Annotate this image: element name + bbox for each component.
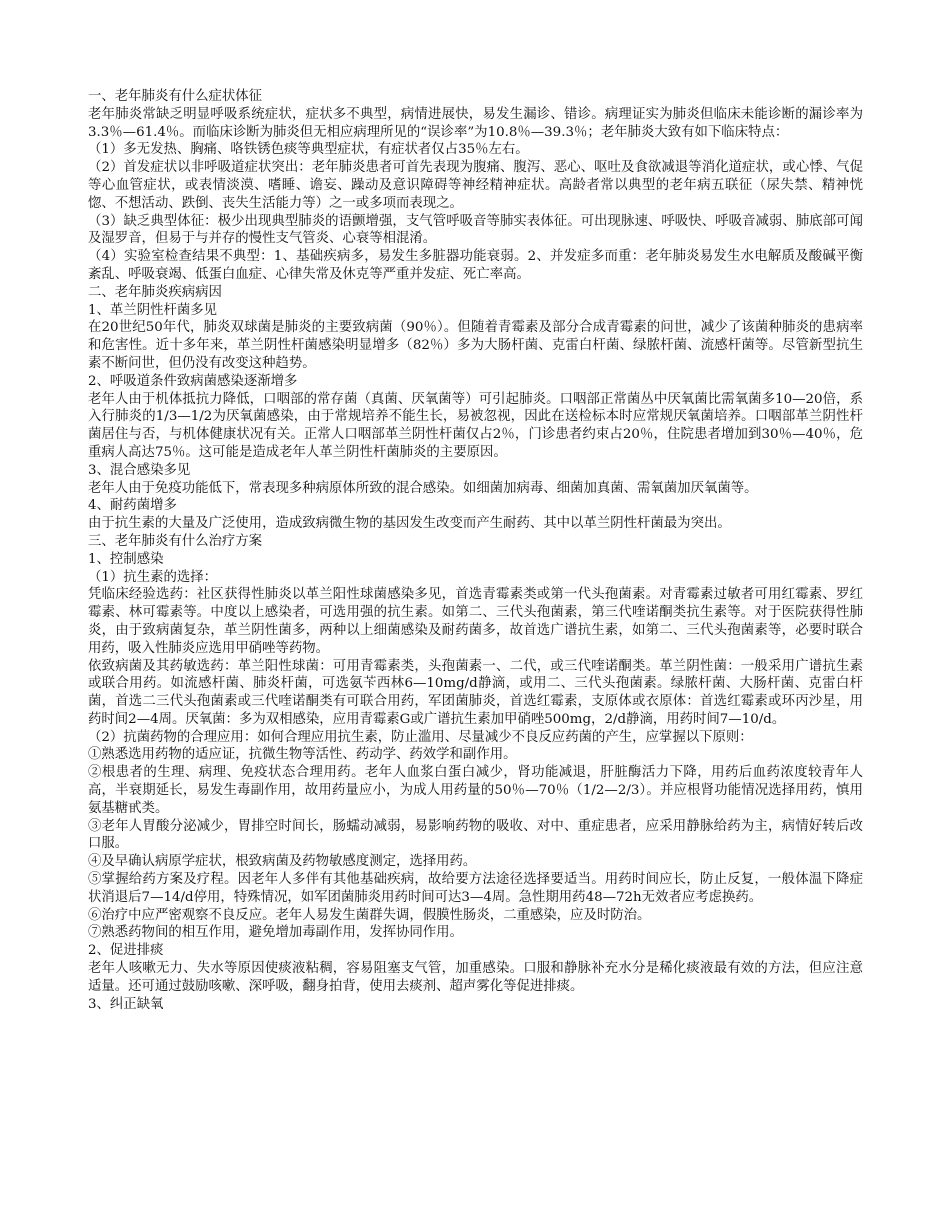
principle-4: ④及早确认病原学症状，根致病菌及药物敏感度测定，选择用药。 [88, 854, 477, 870]
paragraph-opportunistic: 老年人由于机体抵抗力降低，口咽部的常存菌（真菌、厌氧菌等）可引起肺炎。口咽部正常菌丛中厌氧菌比需氧菌多10—20倍，系入行肺炎的1/3—1/2为厌氧菌感染，由于常规培养不能生长，易被忽视，因此在送检标本时应常规厌氧菌培养。口咽部革兰阴性杆菌居住与否，与机体健康状况有关。正常人口咽部革兰阴性杆菌仅占2％，门诊患者约束占20％，住院患者增加到30％—40％，危重病人高达75％。这可能是造成老年人革兰阴性杆菌肺炎的主要原因。 [88, 391, 863, 460]
section-heading-1: 一、老年肺炎有什么症状体征 [88, 89, 263, 104]
principle-1: ①熟悉选用药物的适应证，抗微生物等活性、药动学、药效学和副作用。 [88, 747, 517, 763]
subheading-gram-negative: 1、革兰阴性杆菌多见 [88, 302, 218, 318]
paragraph-resistance: 由于抗生素的大量及广泛使用，造成致病微生物的基因发生改变而产生耐药、其中以革兰阴性杆菌最为突出。 [88, 516, 731, 532]
paragraph-item-3: （3）缺乏典型体征：极少出现典型肺炎的语颤增强，支气管呼吸音等肺实表体征。可出现脉速、呼吸快、呼吸音减弱、肺底部可闻及湿罗音，但易于与并存的慢性支气管炎、心衰等相混淆。 [88, 213, 863, 247]
subheading-hypoxia: 3、纠正缺氧 [88, 996, 164, 1012]
subheading-opportunistic: 2、呼吸道条件致病菌感染逐渐增多 [88, 373, 298, 389]
subheading-resistance: 4、耐药菌增多 [88, 498, 177, 514]
subheading-mixed-infection: 3、混合感染多见 [88, 462, 191, 478]
section-heading-3: 三、老年肺炎有什么治疗方案 [88, 533, 263, 549]
paragraph-mixed-infection: 老年人由于免疫功能低下，常表现多种病原体所致的混合感染。如细菌加病毒、细菌加真菌、需氧菌加厌氧菌等。 [88, 480, 758, 496]
paragraph-sensitivity: 依致病菌及其药敏选药：革兰阳性球菌：可用青霉素类，头孢菌素一、二代，或三代喹诺酮类。革兰阴性菌：一般采用广谱抗生素或联合用药。如流感杆菌、肺炎杆菌，可选氨苄西林6—10mg/d静滴，或用二、三代头孢菌素。绿脓杆菌、大肠杆菌、克雷白杆菌，首选二三代头孢菌素或三代喹诺酮类有可联合用药，军团菌肺炎，首选红霉素，支原体或衣原体：首选红霉素或环丙沙星，用药时间2—4周。厌氧菌：多为双相感染，应用青霉素G或广谱抗生素加甲硝唑500mg，2/d静滴，用药时间7—10/d。 [88, 658, 863, 727]
subheading-infection-control: 1、控制感染 [88, 551, 164, 567]
principle-6: ⑥治疗中应严密观察不良反应。老年人易发生菌群失调，假膜性肠炎，二重感染，应及时防治。 [88, 907, 651, 923]
paragraph-intro: 老年肺炎常缺乏明显呼吸系统症状，症状多不典型，病情进展快，易发生漏诊、错诊。病理证实为肺炎但临床未能诊断的漏诊率为3.3％—61.4％。而临床诊断为肺炎但无相应病理所见的“误诊率”为10.8％—39.3％；老年肺炎大致有如下临床特点： [88, 106, 863, 140]
subheading-sputum: 2、促进排痰 [88, 943, 164, 959]
document-body [88, 88, 863, 1013]
paragraph-item-1: （1）多无发热、胸痛、咯铁锈色痰等典型症状，有症状者仅占35％左右。 [88, 142, 529, 158]
principle-2: ②根患者的生理、病理、免疫状态合理用药。老年人血浆白蛋白减少，肾功能减退，肝脏酶活力下降，用药后血药浓度较青年人高，半衰期延长，易发生毒副作用，故用药量应小，为成人用药量的50％—70％（1/2—2/3）。并应根肾功能情况选择用药，慎用氨基糖甙类。 [88, 765, 863, 816]
principle-5: ⑤掌握给药方案及疗程。因老年人多伴有其他基础疾病，故给要方法途径选择要适当。用药时间应长，防止反复，一般体温下降症状消退后7—14/d停用，特殊情况，如军团菌肺炎用药时间可达3—4周。急性期用药48—72h无效者应考虑换药。 [88, 872, 863, 905]
paragraph-gram-negative: 在20世纪50年代，肺炎双球菌是肺炎的主要致病菌（90％）。但随着青霉素及部分合成青霉素的问世，减少了该菌种肺炎的患病率和危害性。近十多年来，革兰阴性杆菌感染明显增多（82％）多为大肠杆菌、克雷白杆菌、绿脓杆菌、流感杆菌等。尽管新型抗生素不断问世，但仍没有改变这种趋势。 [88, 320, 863, 371]
subheading-rational-use: （2）抗菌药物的合理应用：如何合理应用抗生素，防止滥用、尽量减少不良反应药菌的产生，应掌握以下原则： [88, 729, 753, 745]
paragraph-empirical: 凭临床经验选药：社区获得性肺炎以革兰阳性球菌感染多见，首选青霉素类或第一代头孢菌素。对青霉素过敏者可用红霉素、罗红霉素、林可霉素等。中度以上感染者，可选用强的抗生素。如第二、三代头孢菌素，第三代喹诺酮类抗生素等。对于医院获得性肺炎，由于致病菌复杂，革兰阴性菌多，两种以上细菌感染及耐药菌多，故首选广谱抗生素，如第二、三代头孢菌素等，必要时联合用药，吸入性肺炎应选用甲硝唑等药物。 [88, 587, 863, 656]
principle-7: ⑦熟悉药物间的相互作用，避免增加毒副作用，发挥协同作用。 [88, 925, 463, 941]
paragraph-item-2: （2）首发症状以非呼吸道症状突出：老年肺炎患者可首先表现为腹痛、腹泻、恶心、呕吐及食欲减退等消化道症状，或心悸、气促等心血管症状，或表情淡漠、嗜睡、谵妄、躁动及意识障碍等神经精神症状。高龄者常以典型的老年病五联征（尿失禁、精神恍惚、不想活动、跌倒、丧失生活能力等）之一或多项而表现之。 [88, 160, 863, 211]
section-heading-2: 二、老年肺炎疾病病因 [88, 284, 222, 300]
paragraph-sputum: 老年人咳嗽无力、失水等原因使痰液粘稠，容易阻塞支气管，加重感染。口服和静脉补充水分是稀化痰液最有效的方法，但应注意适量。还可通过鼓励咳嗽、深呼吸，翻身拍背，使用去痰剂、超声雾化等促进排痰。 [88, 961, 863, 994]
paragraph-item-4: （4）实验室检查结果不典型：1、基础疾病多，易发生多脏器功能衰弱。2、并发症多而重：老年肺炎易发生水电解质及酸碱平衡紊乱、呼吸衰竭、低蛋白血症、心律失常及休克等严重并发症、死亡率高。 [88, 249, 863, 282]
principle-3: ③老年人胃酸分泌减少，胃排空时间长，肠蠕动减弱，易影响药物的吸收、对中、重症患者，应采用静脉给药为主，病情好转后改口服。 [88, 818, 863, 852]
subheading-antibiotic-choice: （1）抗生素的选择： [88, 569, 218, 585]
